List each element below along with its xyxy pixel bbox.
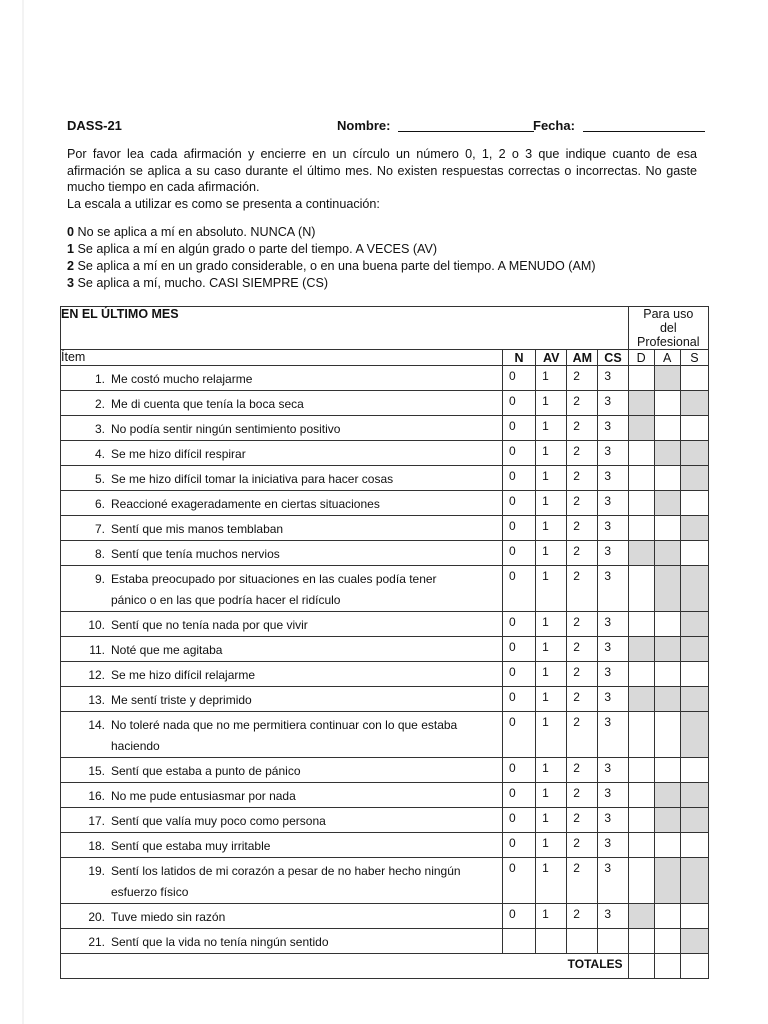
score-a-cell [654,783,680,808]
option-cs[interactable]: 3 [598,516,628,541]
option-av[interactable]: 1 [536,808,567,833]
item-text: Sentí que valía muy poco como persona [111,814,326,828]
score-d-cell [628,833,654,858]
option-am[interactable]: 2 [567,858,598,904]
score-a-cell [654,612,680,637]
instructions [67,146,697,212]
score-a-cell [654,416,680,441]
item-number: 19. [88,864,105,878]
option-av[interactable]: 1 [536,687,567,712]
table-row [61,929,709,954]
item-text-continued: haciendo [111,739,160,753]
item-text: No toleré nada que no me permitiera continuar con lo que estaba [111,718,458,732]
score-a-cell [654,929,680,954]
item-number: 4. [94,447,105,461]
option-am[interactable] [567,929,598,954]
score-s-cell [680,808,708,833]
item-number: 16. [88,789,105,803]
fecha-line[interactable] [583,131,705,132]
fecha-field[interactable] [533,118,705,133]
col-am-header: AM [567,350,598,366]
item-number: 7. [94,522,105,536]
score-a-cell [654,566,680,612]
score-d-cell [628,541,654,566]
table-row [61,858,709,904]
option-n[interactable]: 0 [503,833,536,858]
option-av[interactable]: 1 [536,441,567,466]
item-cell [61,416,503,441]
score-d-cell [628,612,654,637]
option-n[interactable]: 0 [503,416,536,441]
option-n[interactable]: 0 [503,904,536,929]
item-text: Sentí que mis manos temblaban [111,522,284,536]
option-n[interactable]: 0 [503,566,536,612]
item-text: Sentí que tenía muchos nervios [111,547,280,561]
score-s-cell [680,366,708,391]
item-number: 14. [88,718,105,732]
score-s-cell [680,662,708,687]
score-s-cell [680,929,708,954]
score-d-cell [628,441,654,466]
score-a-cell [654,858,680,904]
item-number: 6. [94,497,105,511]
score-s-cell [680,637,708,662]
item-cell [61,491,503,516]
option-n[interactable]: 0 [503,612,536,637]
item-number: 10. [88,618,105,632]
item-text: No podía sentir ningún sentimiento positivo [111,422,341,436]
item-text: Se me hizo difícil respirar [111,447,246,461]
option-av[interactable]: 1 [536,466,567,491]
column-header-row [61,350,709,366]
option-am[interactable]: 2 [567,516,598,541]
item-text: Me costó mucho relajarme [111,372,253,386]
scale-item: 3 Se aplica a mí, mucho. CASI SIEMPRE (CS) [67,276,329,290]
item-cell [61,566,503,612]
score-a-cell [654,687,680,712]
score-a-cell [654,904,680,929]
option-am[interactable]: 2 [567,612,598,637]
option-n[interactable]: 0 [503,783,536,808]
option-n[interactable]: 0 [503,662,536,687]
score-a-cell [654,491,680,516]
score-d-cell [628,904,654,929]
table-row [61,441,709,466]
item-text: Me di cuenta que tenía la boca seca [111,397,304,411]
option-cs[interactable]: 3 [598,491,628,516]
form-code: DASS-21 [67,118,122,133]
scale-legend [67,224,707,292]
option-n[interactable]: 0 [503,366,536,391]
table-row [61,904,709,929]
score-d-cell [628,929,654,954]
table-row [61,662,709,687]
dass-table [60,306,709,979]
option-av[interactable] [536,929,567,954]
option-av[interactable]: 1 [536,416,567,441]
col-d-header: D [628,350,654,366]
item-cell [61,441,503,466]
score-d-cell [628,858,654,904]
option-n[interactable]: 0 [503,541,536,566]
item-text-continued: pánico o en las que podría hacer el ridículo [111,593,341,607]
item-cell [61,808,503,833]
option-n[interactable]: 0 [503,687,536,712]
table-row [61,566,709,612]
item-text: Sentí los latidos de mi corazón a pesar de no haber hecho ningún [111,864,461,878]
option-am[interactable]: 2 [567,366,598,391]
item-text: Sentí que estaba muy irritable [111,839,271,853]
option-cs[interactable]: 3 [598,441,628,466]
table-row [61,712,709,758]
table-row [61,491,709,516]
score-d-cell [628,637,654,662]
option-cs[interactable]: 3 [598,858,628,904]
option-av[interactable]: 1 [536,516,567,541]
score-d-cell [628,687,654,712]
item-number: 8. [94,547,105,561]
item-cell [61,391,503,416]
score-s-cell [680,466,708,491]
option-cs[interactable]: 3 [598,783,628,808]
option-am[interactable]: 2 [567,441,598,466]
item-number: 9. [94,572,105,586]
table-title-row [61,307,709,350]
option-am[interactable]: 2 [567,904,598,929]
option-cs[interactable]: 3 [598,904,628,929]
item-number: 1. [94,372,105,386]
scale-item: 2 Se aplica a mí en un grado considerable, o en una buena parte del tiempo. A MENUDO (AM) [67,259,596,273]
option-n[interactable]: 0 [503,491,536,516]
score-d-cell [628,516,654,541]
item-text: Tuve miedo sin razón [111,910,226,924]
item-number: 17. [88,814,105,828]
option-cs[interactable]: 3 [598,541,628,566]
option-av[interactable]: 1 [536,491,567,516]
item-number: 3. [94,422,105,436]
score-a-cell [654,637,680,662]
item-cell [61,687,503,712]
score-s-cell [680,391,708,416]
scale-item: 1 Se aplica a mí en algún grado o parte del tiempo. A VECES (AV) [67,242,438,256]
option-am[interactable]: 2 [567,833,598,858]
table-row [61,833,709,858]
item-cell [61,662,503,687]
option-cs[interactable]: 3 [598,758,628,783]
score-s-cell [680,758,708,783]
option-n[interactable] [503,929,536,954]
option-cs[interactable]: 3 [598,808,628,833]
instructions-text: Por favor lea cada afirmación y encierre en un círculo un número 0, 1, 2 o 3 que indique cuanto de esa afirmación se aplica a su caso durante el último mes. No existen respuestas correctas o incorrectas. No gaste mucho tiempo en cada afirmación. [67,147,697,194]
score-a-cell [654,758,680,783]
item-text: Sentí que estaba a punto de pánico [111,764,301,778]
col-s-header: S [680,350,708,366]
item-cell [61,904,503,929]
table-row [61,416,709,441]
item-text: Estaba preocupado por situaciones en las cuales podía tener [111,572,437,586]
score-a-cell [654,391,680,416]
option-av[interactable]: 1 [536,833,567,858]
score-a-cell [654,712,680,758]
option-av[interactable]: 1 [536,612,567,637]
option-n[interactable]: 0 [503,758,536,783]
item-number: 18. [88,839,105,853]
item-header: Ítem [61,350,503,366]
nombre-field[interactable] [337,118,534,133]
option-cs[interactable]: 3 [598,833,628,858]
score-a-cell [654,833,680,858]
page-edge [22,0,24,1024]
score-d-cell [628,466,654,491]
score-s-cell [680,833,708,858]
option-am[interactable]: 2 [567,662,598,687]
item-cell [61,637,503,662]
score-d-cell [628,662,654,687]
table-row [61,808,709,833]
fecha-label: Fecha: [533,118,575,133]
score-s-cell [680,566,708,612]
total-s-cell[interactable] [680,954,708,979]
option-cs[interactable]: 3 [598,466,628,491]
score-a-cell [654,516,680,541]
item-number: 2. [94,397,105,411]
option-am[interactable]: 2 [567,566,598,612]
item-number: 5. [94,472,105,486]
option-n[interactable]: 0 [503,441,536,466]
item-cell [61,783,503,808]
col-n-header: N [503,350,536,366]
option-av[interactable]: 1 [536,637,567,662]
nombre-label: Nombre: [337,118,391,133]
item-number: 20. [88,910,105,924]
option-am[interactable]: 2 [567,712,598,758]
option-cs[interactable]: 3 [598,612,628,637]
score-a-cell [654,541,680,566]
item-cell [61,758,503,783]
item-cell [61,858,503,904]
score-a-cell [654,808,680,833]
item-cell [61,466,503,491]
col-a-header: A [654,350,680,366]
score-a-cell [654,366,680,391]
option-av[interactable]: 1 [536,783,567,808]
option-am[interactable]: 2 [567,541,598,566]
item-cell [61,516,503,541]
item-number: 21. [88,935,105,949]
table-row [61,516,709,541]
option-am[interactable]: 2 [567,783,598,808]
option-am[interactable]: 2 [567,637,598,662]
col-av-header: AV [536,350,567,366]
option-av[interactable]: 1 [536,712,567,758]
score-s-cell [680,416,708,441]
score-s-cell [680,516,708,541]
table-row [61,391,709,416]
table-row [61,366,709,391]
option-n[interactable]: 0 [503,516,536,541]
item-cell [61,929,503,954]
score-s-cell [680,441,708,466]
item-number: 13. [88,693,105,707]
score-s-cell [680,904,708,929]
item-number: 12. [88,668,105,682]
total-a-cell[interactable] [654,954,680,979]
table-row [61,466,709,491]
score-s-cell [680,858,708,904]
item-cell [61,612,503,637]
score-d-cell [628,416,654,441]
option-cs[interactable]: 3 [598,662,628,687]
option-am[interactable]: 2 [567,466,598,491]
nombre-line[interactable] [398,131,534,132]
option-am[interactable]: 2 [567,687,598,712]
item-text: Se me hizo difícil tomar la iniciativa para hacer cosas [111,472,394,486]
score-d-cell [628,712,654,758]
score-d-cell [628,783,654,808]
item-number: 15. [88,764,105,778]
option-av[interactable]: 1 [536,904,567,929]
table-row [61,758,709,783]
option-av[interactable]: 1 [536,541,567,566]
score-s-cell [680,712,708,758]
score-a-cell [654,662,680,687]
item-text: Sentí que no tenía nada por que vivir [111,618,308,632]
table-row [61,637,709,662]
col-cs-header: CS [598,350,628,366]
score-s-cell [680,783,708,808]
score-s-cell [680,541,708,566]
score-s-cell [680,612,708,637]
option-cs[interactable]: 3 [598,687,628,712]
table-row [61,541,709,566]
form-header [67,118,707,136]
score-s-cell [680,491,708,516]
score-d-cell [628,391,654,416]
scale-intro: La escala a utilizar es como se presenta a continuación: [67,196,380,211]
table-title: EN EL ÚLTIMO MES [61,307,629,350]
total-d-cell[interactable] [628,954,654,979]
table-row [61,687,709,712]
professional-use-header: Para uso del Profesional [628,307,708,350]
option-cs[interactable]: 3 [598,366,628,391]
option-n[interactable]: 0 [503,391,536,416]
item-text-continued: esfuerzo físico [111,885,189,899]
score-a-cell [654,441,680,466]
item-cell [61,541,503,566]
option-n[interactable]: 0 [503,712,536,758]
option-cs[interactable]: 3 [598,566,628,612]
score-s-cell [680,687,708,712]
totals-label: TOTALES [61,954,629,979]
totals-row [61,954,709,979]
option-cs[interactable]: 3 [598,391,628,416]
table-row [61,612,709,637]
item-text: Noté que me agitaba [111,643,223,657]
option-am[interactable]: 2 [567,808,598,833]
item-cell [61,712,503,758]
option-n[interactable]: 0 [503,808,536,833]
option-am[interactable]: 2 [567,391,598,416]
option-n[interactable]: 0 [503,637,536,662]
scale-item: 0 No se aplica a mí en absoluto. NUNCA (N) [67,225,316,239]
item-text: No me pude entusiasmar por nada [111,789,296,803]
option-n[interactable]: 0 [503,466,536,491]
option-av[interactable]: 1 [536,566,567,612]
table-row [61,783,709,808]
option-av[interactable]: 1 [536,758,567,783]
item-number: 11. [89,643,105,657]
option-am[interactable]: 2 [567,491,598,516]
option-av[interactable]: 1 [536,366,567,391]
item-text: Me sentí triste y deprimido [111,693,252,707]
option-am[interactable]: 2 [567,758,598,783]
option-cs[interactable]: 3 [598,637,628,662]
score-a-cell [654,466,680,491]
score-d-cell [628,491,654,516]
item-cell [61,366,503,391]
option-n[interactable]: 0 [503,858,536,904]
option-av[interactable]: 1 [536,858,567,904]
score-d-cell [628,366,654,391]
score-d-cell [628,566,654,612]
option-av[interactable]: 1 [536,391,567,416]
score-d-cell [628,808,654,833]
item-text: Se me hizo difícil relajarme [111,668,256,682]
item-text: Sentí que la vida no tenía ningún sentido [111,935,329,949]
option-cs[interactable]: 3 [598,712,628,758]
option-cs[interactable]: 3 [598,416,628,441]
score-d-cell [628,758,654,783]
item-text: Reaccioné exageradamente en ciertas situaciones [111,497,380,511]
option-av[interactable]: 1 [536,662,567,687]
option-am[interactable]: 2 [567,416,598,441]
option-cs[interactable] [598,929,628,954]
item-cell [61,833,503,858]
